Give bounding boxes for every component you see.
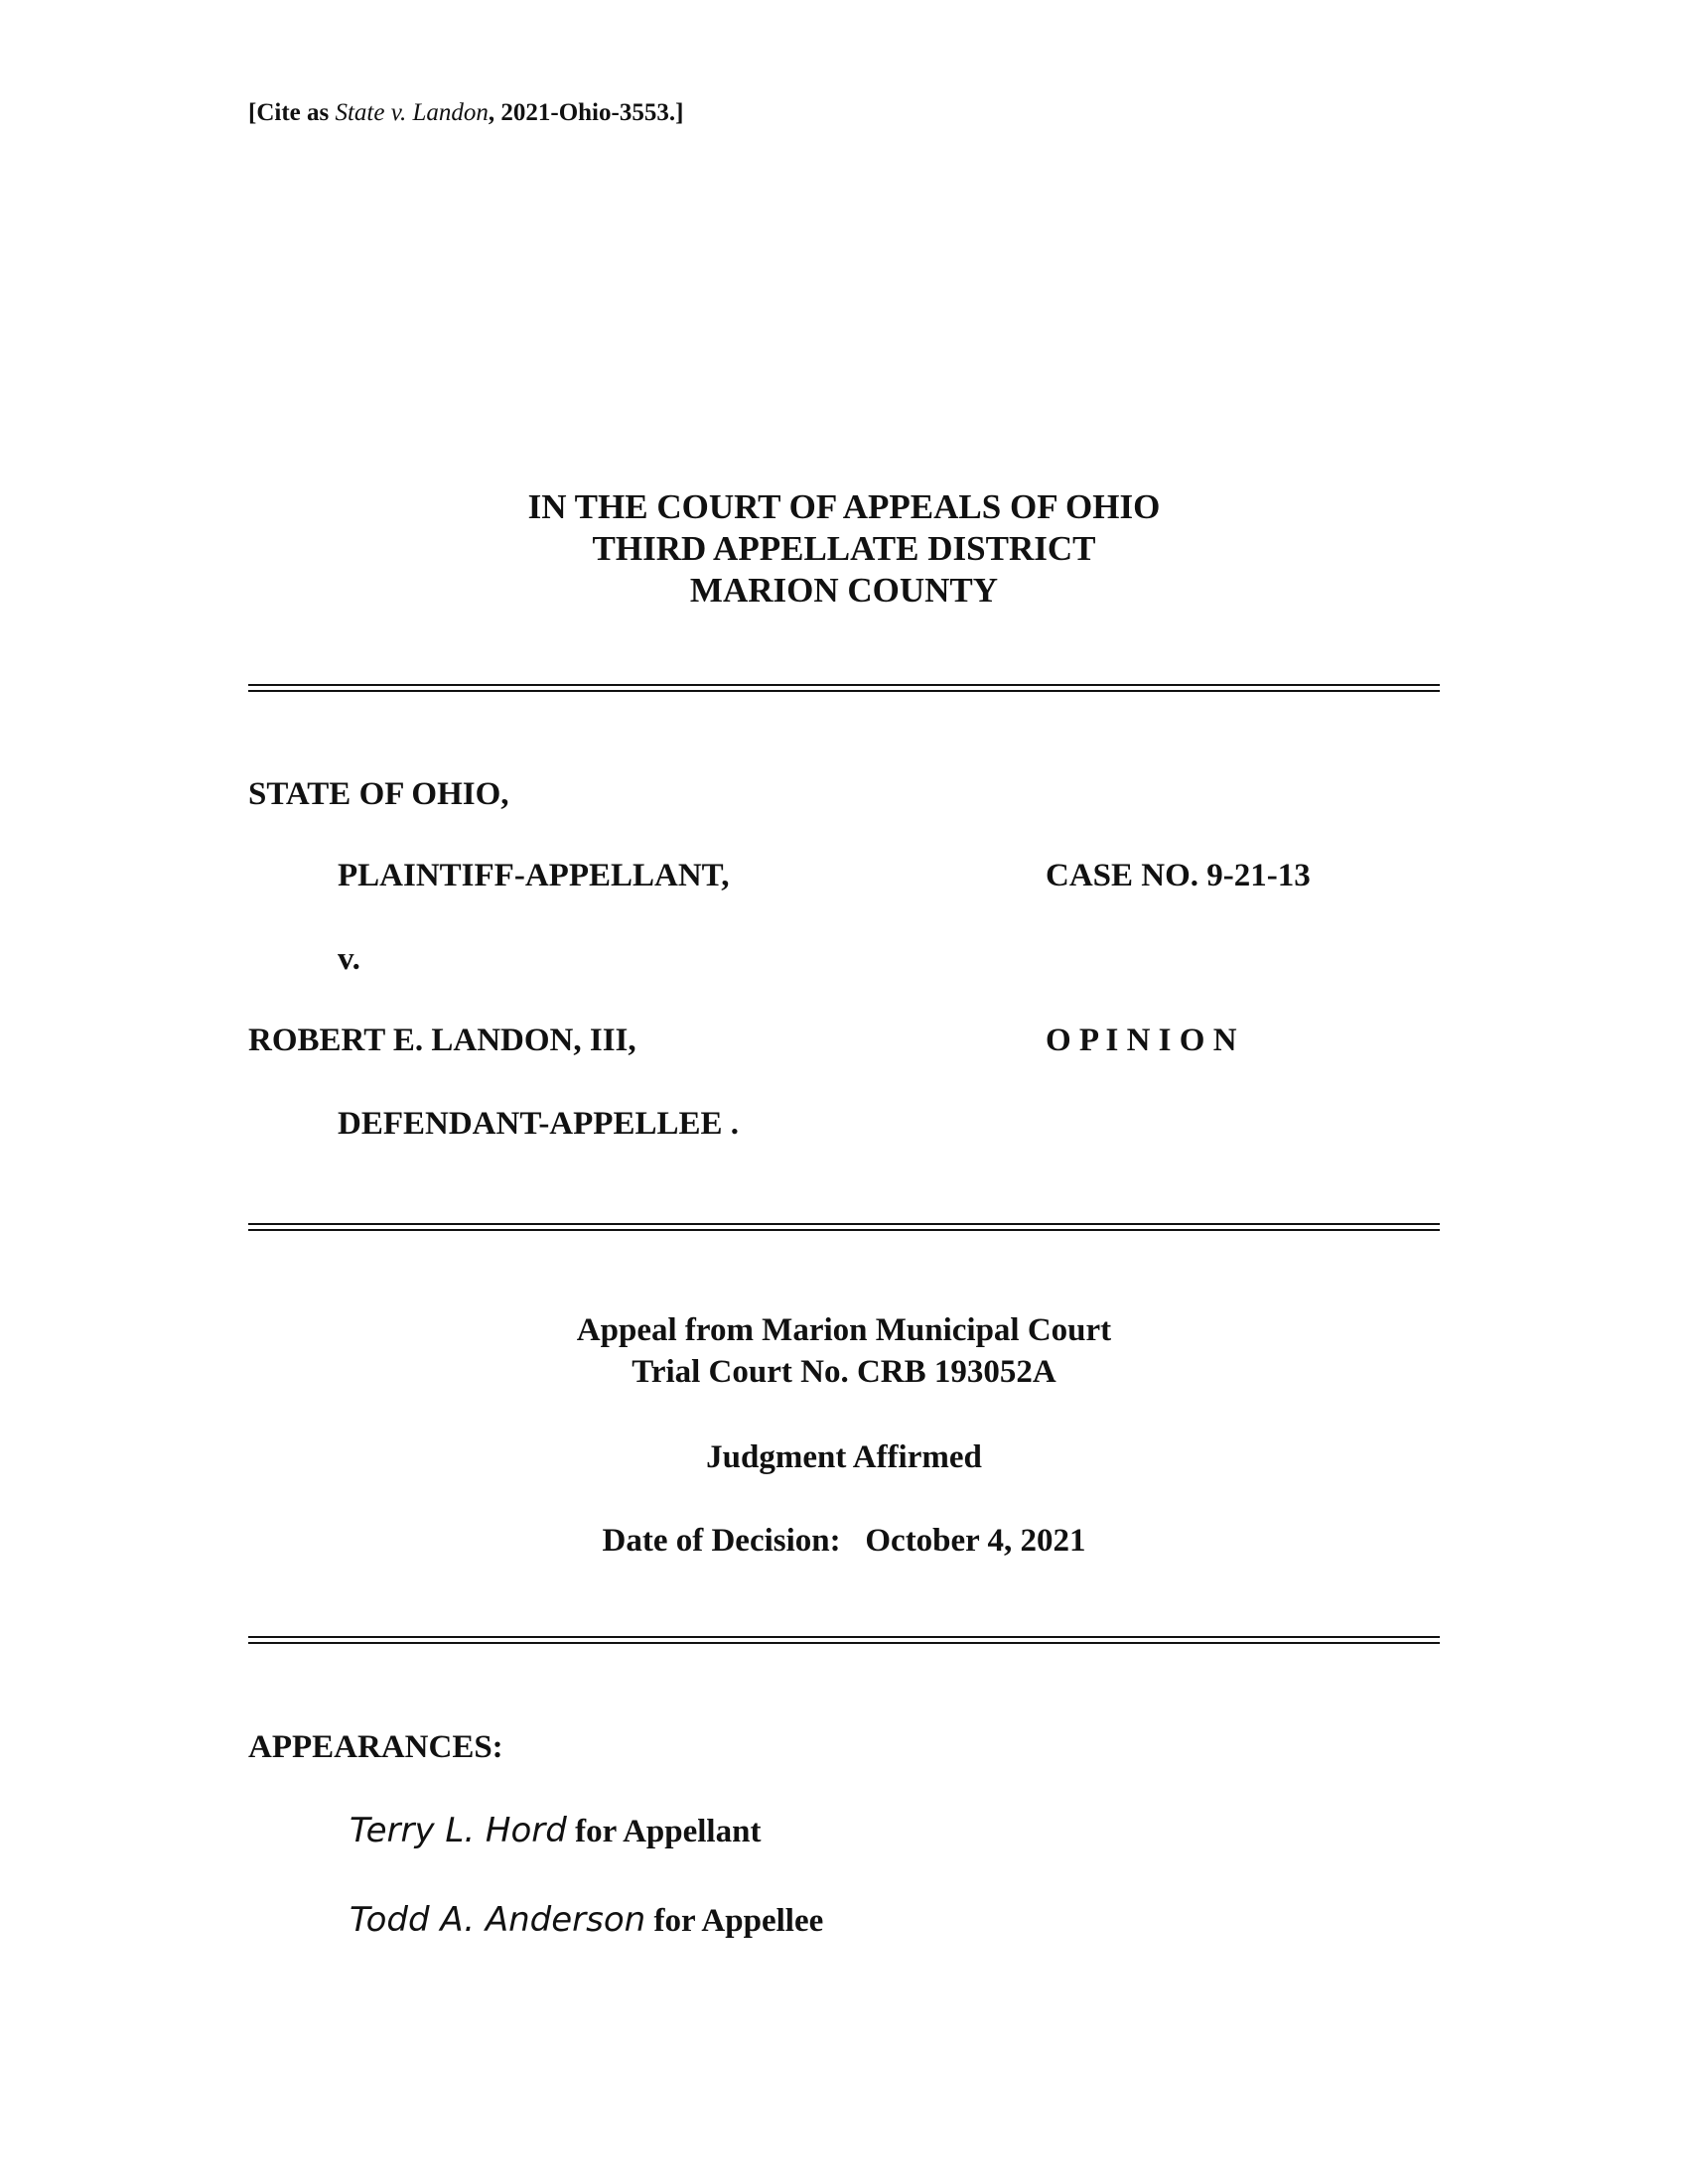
divider-middle [248,1223,1440,1231]
defendant-role: DEFENDANT-APPELLEE . [338,1106,740,1142]
divider-top [248,684,1440,692]
appellant-role: for Appellant [575,1814,762,1849]
plaintiff-role: PLAINTIFF-APPELLANT, [338,858,730,893]
divider-bottom [248,1636,1440,1644]
versus: v. [338,941,360,977]
judgment: Judgment Affirmed [706,1439,982,1475]
plaintiff-name: STATE OF OHIO, [248,776,509,812]
decision-label: Date of Decision: [602,1523,841,1559]
appearances-heading: APPEARANCES: [248,1729,503,1765]
citation [248,99,683,127]
decision-date: October 4, 2021 [865,1523,1086,1559]
citation-prefix: [Cite as [248,99,336,126]
appellee-attorney: Todd A. Anderson [350,1900,646,1940]
appellant-attorney: Terry L. Hord [350,1811,567,1850]
defendant-name: ROBERT E. LANDON, III, [248,1023,636,1058]
trial-court-number: Trial Court No. CRB 193052A [632,1354,1056,1390]
appellate-district: THIRD APPELLATE DISTRICT [592,529,1096,568]
appellee-role: for Appellee [653,1903,824,1939]
county: MARION COUNTY [689,571,999,610]
document-type: O P I N I O N [1046,1023,1237,1058]
court-name: IN THE COURT OF APPEALS OF OHIO [527,487,1161,526]
case-number: CASE NO. 9-21-13 [1046,858,1311,893]
citation-suffix: , 2021-Ohio-3553.] [488,99,684,126]
court-header [0,486,1688,612]
appearance-appellant [350,1811,761,1850]
appeal-from: Appeal from Marion Municipal Court [576,1312,1112,1348]
appearance-appellee [350,1900,823,1940]
decision-date-line [0,1523,1688,1560]
citation-case-name: State v. Landon [335,99,489,126]
